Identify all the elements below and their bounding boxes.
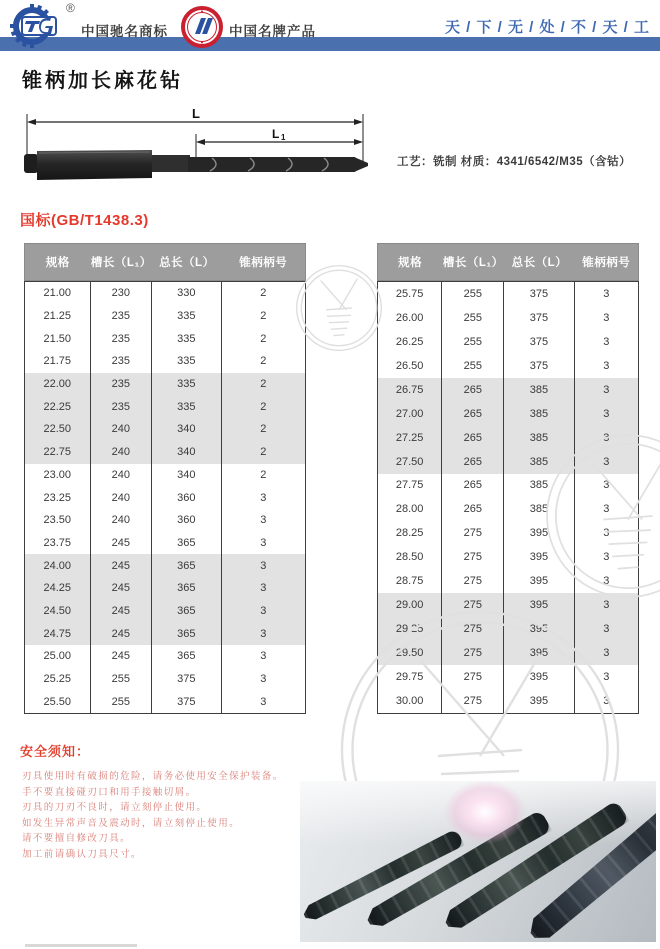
table-cell: 265	[442, 474, 504, 498]
table-row	[25, 305, 305, 328]
table-cell: 275	[442, 545, 504, 569]
table-cell: 255	[442, 282, 504, 306]
safety-line: 请不要擅自修改刀具。	[22, 833, 132, 845]
dim-label-total-length: L	[192, 106, 200, 121]
table-cell: 395	[504, 593, 574, 617]
table-cell: 24.00	[25, 554, 91, 577]
table-row	[25, 690, 305, 713]
table-cell: 29.25	[378, 617, 442, 641]
table-cell: 360	[152, 486, 221, 509]
safety-line: 加工前请确认刀具尺寸。	[22, 848, 142, 860]
table-cell: 3	[260, 627, 267, 640]
table-cell: 385	[504, 474, 574, 498]
logo-watermark-icon	[293, 262, 385, 354]
table-row	[25, 373, 305, 396]
table-cell: 245	[91, 645, 153, 668]
table-cell: 3	[260, 582, 267, 595]
table-cell: 3	[603, 287, 610, 300]
table-cell: 3	[603, 623, 610, 636]
table-row	[25, 441, 305, 464]
table-body	[24, 281, 306, 714]
table-cell: 3	[603, 527, 610, 540]
column-header-spec: 规格	[398, 257, 423, 269]
table-cell: 27.75	[378, 474, 442, 498]
table-row	[378, 545, 638, 569]
table-cell: 3	[603, 407, 610, 420]
table-row	[25, 464, 305, 487]
table-row	[25, 668, 305, 691]
table-cell: 2	[260, 423, 267, 436]
table-cell: 2	[260, 310, 267, 323]
table-row	[25, 395, 305, 418]
lens-flare	[430, 781, 540, 855]
table-row	[378, 450, 638, 474]
spec-table-left	[24, 243, 306, 714]
table-row	[378, 282, 638, 306]
table-cell: 3	[260, 695, 267, 708]
table-cell: 340	[152, 418, 221, 441]
drill-shank	[37, 150, 152, 180]
table-cell: 28.50	[378, 545, 442, 569]
table-row	[378, 378, 638, 402]
table-cell: 26.50	[378, 354, 442, 378]
table-cell: 340	[152, 441, 221, 464]
table-cell: 275	[442, 665, 504, 689]
table-cell: 335	[152, 305, 221, 328]
table-cell: 275	[442, 689, 504, 713]
table-cell: 395	[504, 569, 574, 593]
table-cell: 29.75	[378, 665, 442, 689]
table-cell: 21.25	[25, 305, 91, 328]
table-cell: 265	[442, 497, 504, 521]
table-cell: 365	[152, 532, 221, 555]
column-header-total-length: 总长（L）	[511, 257, 568, 269]
china-top-brand-badge-icon	[181, 6, 223, 48]
table-row	[378, 497, 638, 521]
table-cell: 365	[152, 645, 221, 668]
table-cell: 21.50	[25, 327, 91, 350]
table-cell: 3	[603, 479, 610, 492]
footer-edge	[25, 944, 137, 947]
column-header-total-length: 总长（L）	[159, 257, 215, 269]
table-cell: 3	[603, 694, 610, 707]
standard-heading: 国标(GB/T1438.3)	[20, 212, 149, 229]
table-cell: 28.25	[378, 521, 442, 545]
table-cell: 3	[603, 383, 610, 396]
table-cell: 245	[91, 532, 153, 555]
table-cell: 265	[442, 426, 504, 450]
column-header-flute-length: 槽长（L₁）	[442, 257, 504, 269]
column-header-taper-no: 锥柄柄号	[582, 257, 631, 269]
table-cell: 245	[91, 600, 153, 623]
table-cell: 395	[504, 641, 574, 665]
table-cell: 255	[91, 668, 153, 691]
table-cell: 235	[91, 350, 153, 373]
brand-label: 中国名牌产品	[229, 24, 316, 39]
table-cell: 3	[260, 536, 267, 549]
table-cell: 245	[91, 554, 153, 577]
table-header-row	[377, 243, 639, 281]
table-cell: 375	[504, 282, 574, 306]
table-cell: 2	[260, 332, 267, 345]
table-cell: 2	[260, 355, 267, 368]
dim-label-flute-sub: 1	[281, 133, 286, 142]
table-row	[378, 689, 638, 713]
table-cell: 335	[152, 395, 221, 418]
safety-notice-list	[22, 772, 302, 866]
table-row	[25, 418, 305, 441]
table-cell: 255	[442, 330, 504, 354]
table-cell: 3	[603, 599, 610, 612]
table-cell: 21.00	[25, 282, 91, 305]
table-cell: 27.25	[378, 426, 442, 450]
table-cell: 365	[152, 554, 221, 577]
table-cell: 255	[442, 354, 504, 378]
table-cell: 375	[152, 690, 221, 713]
table-cell: 330	[152, 282, 221, 305]
table-row	[378, 426, 638, 450]
table-cell: 335	[152, 373, 221, 396]
table-cell: 28.75	[378, 569, 442, 593]
table-cell: 240	[91, 441, 153, 464]
table-cell: 3	[603, 647, 610, 660]
table-cell: 365	[152, 577, 221, 600]
table-row	[25, 509, 305, 532]
page-title: 锥柄加长麻花钻	[22, 70, 183, 92]
table-row	[25, 622, 305, 645]
column-header-spec: 规格	[45, 257, 70, 269]
table-cell: 29.00	[378, 593, 442, 617]
product-photo	[300, 781, 656, 942]
table-cell: 23.25	[25, 486, 91, 509]
table-cell: 235	[91, 373, 153, 396]
table-cell: 275	[442, 569, 504, 593]
table-cell: 235	[91, 305, 153, 328]
table-cell: 365	[152, 600, 221, 623]
table-cell: 375	[504, 354, 574, 378]
table-cell: 3	[603, 335, 610, 348]
table-row	[25, 600, 305, 623]
table-row	[25, 577, 305, 600]
drill-neck	[152, 155, 190, 172]
table-cell: 3	[260, 673, 267, 686]
table-cell: 21.75	[25, 350, 91, 373]
table-cell: 3	[603, 431, 610, 444]
table-cell: 2	[260, 468, 267, 481]
table-cell: 22.75	[25, 441, 91, 464]
table-cell: 2	[260, 400, 267, 413]
table-cell: 3	[603, 670, 610, 683]
table-cell: 24.50	[25, 600, 91, 623]
table-row	[25, 645, 305, 668]
table-cell: 265	[442, 378, 504, 402]
table-cell: 230	[91, 282, 153, 305]
table-cell: 23.75	[25, 532, 91, 555]
table-cell: 395	[504, 665, 574, 689]
table-cell: 3	[603, 503, 610, 516]
trademark-label: 中国驰名商标	[81, 24, 168, 39]
table-cell: 375	[504, 330, 574, 354]
table-cell: 375	[152, 668, 221, 691]
table-cell: 395	[504, 689, 574, 713]
table-row	[378, 665, 638, 689]
table-cell: 265	[442, 402, 504, 426]
table-cell: 395	[504, 545, 574, 569]
table-row	[25, 327, 305, 350]
table-header-row	[24, 243, 306, 281]
table-cell: 240	[91, 486, 153, 509]
table-cell: 395	[504, 521, 574, 545]
header-slogan: 天 / 下 / 无 / 处 / 不 / 天 / 工	[444, 19, 650, 36]
table-cell: 27.50	[378, 450, 442, 474]
spec-table-right	[377, 243, 639, 714]
table-cell: 385	[504, 402, 574, 426]
table-cell: 385	[504, 497, 574, 521]
table-row	[378, 641, 638, 665]
table-row	[378, 354, 638, 378]
table-cell: 245	[91, 622, 153, 645]
table-cell: 3	[603, 359, 610, 372]
table-cell: 2	[260, 446, 267, 459]
table-cell: 375	[504, 306, 574, 330]
table-cell: 340	[152, 464, 221, 487]
column-header-taper-no: 锥柄柄号	[239, 257, 288, 269]
table-cell: 385	[504, 378, 574, 402]
table-cell: 28.00	[378, 497, 442, 521]
table-cell: 27.00	[378, 402, 442, 426]
table-row	[378, 593, 638, 617]
table-cell: 240	[91, 509, 153, 532]
table-row	[25, 282, 305, 305]
registered-trademark-symbol: ®	[66, 1, 75, 15]
safety-line: 如发生异常声音及震动时，请立刻停止使用。	[22, 817, 241, 829]
table-cell: 275	[442, 617, 504, 641]
table-cell: 3	[260, 604, 267, 617]
safety-line: 刃具使用时有破损的危险，请务必使用安全保护装备。	[22, 771, 284, 782]
column-header-flute-length: 槽长（L₁）	[90, 257, 152, 269]
table-cell: 3	[260, 559, 267, 572]
table-cell: 3	[603, 575, 610, 588]
table-cell: 335	[152, 350, 221, 373]
table-row	[25, 532, 305, 555]
table-cell: 245	[91, 577, 153, 600]
table-cell: 22.25	[25, 395, 91, 418]
table-cell: 265	[442, 450, 504, 474]
table-cell: 275	[442, 593, 504, 617]
table-cell: 3	[260, 491, 267, 504]
table-cell: 385	[504, 426, 574, 450]
table-cell: 3	[260, 650, 267, 663]
table-cell: 255	[442, 306, 504, 330]
drill-tip	[354, 157, 368, 172]
table-row	[378, 617, 638, 641]
table-cell: 3	[603, 311, 610, 324]
table-cell: 2	[260, 378, 267, 391]
table-cell: 235	[91, 327, 153, 350]
table-row	[378, 569, 638, 593]
table-cell: 24.25	[25, 577, 91, 600]
table-cell: 26.00	[378, 306, 442, 330]
drill-dimension-diagram	[16, 106, 388, 198]
table-cell: 3	[603, 455, 610, 468]
table-cell: 23.50	[25, 509, 91, 532]
table-cell: 23.00	[25, 464, 91, 487]
table-cell: 22.50	[25, 418, 91, 441]
table-cell: 26.25	[378, 330, 442, 354]
table-row	[378, 474, 638, 498]
table-cell: 25.00	[25, 645, 91, 668]
table-row	[378, 306, 638, 330]
table-cell: 275	[442, 521, 504, 545]
table-cell: 2	[260, 287, 267, 300]
safety-line: 手不要直接碰刃口和用手接触切屑。	[22, 786, 197, 798]
table-cell: 25.25	[25, 668, 91, 691]
table-row	[25, 350, 305, 373]
table-cell: 30.00	[378, 689, 442, 713]
table-cell: 29.50	[378, 641, 442, 665]
table-cell: 24.75	[25, 622, 91, 645]
table-cell: 3	[260, 514, 267, 527]
table-row	[25, 486, 305, 509]
table-cell: 25.75	[378, 282, 442, 306]
table-cell: 360	[152, 509, 221, 532]
process-material-note: 工艺：铣制 材质：4341/6542/M35（含钴）	[397, 156, 632, 168]
table-row	[378, 402, 638, 426]
safety-heading: 安全须知：	[20, 744, 91, 759]
table-cell: 22.00	[25, 373, 91, 396]
table-cell: 365	[152, 622, 221, 645]
table-cell: 335	[152, 327, 221, 350]
table-cell: 26.75	[378, 378, 442, 402]
table-cell: 275	[442, 641, 504, 665]
table-row	[378, 330, 638, 354]
table-cell: 385	[504, 450, 574, 474]
table-cell: 235	[91, 395, 153, 418]
table-row	[25, 554, 305, 577]
table-body	[377, 281, 639, 714]
table-cell: 240	[91, 418, 153, 441]
dim-label-flute-length: L	[272, 127, 280, 141]
table-cell: 3	[603, 551, 610, 564]
safety-line: 刃具的刀刃不良时，请立刻停止使用。	[22, 802, 208, 814]
gear-logo-icon	[6, 4, 66, 48]
table-cell: 240	[91, 464, 153, 487]
drill-tang	[24, 154, 38, 173]
table-row	[378, 521, 638, 545]
table-cell: 255	[91, 690, 153, 713]
table-cell: 395	[504, 617, 574, 641]
table-cell: 25.50	[25, 690, 91, 713]
